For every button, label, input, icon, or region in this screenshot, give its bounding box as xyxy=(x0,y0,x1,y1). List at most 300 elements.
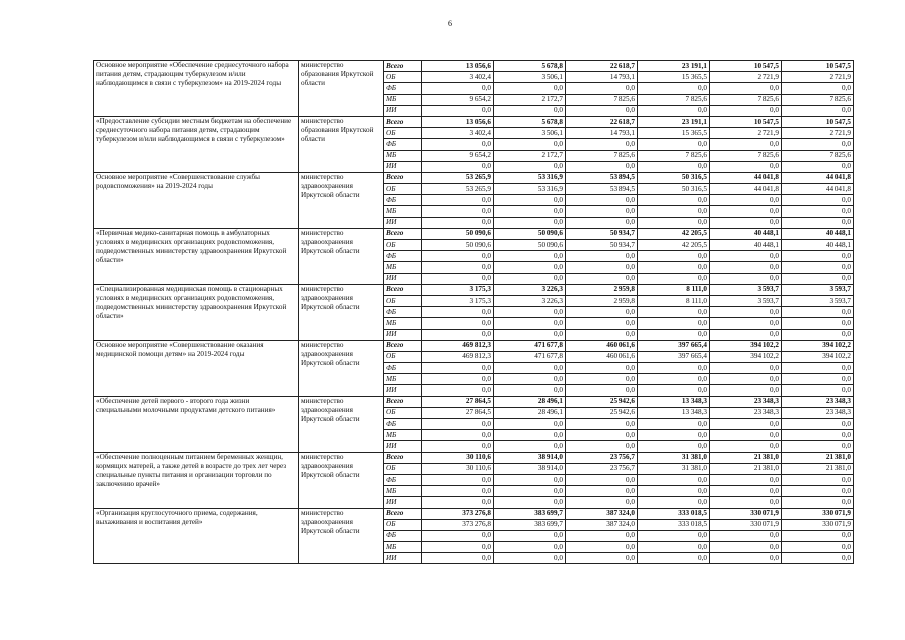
funding-source: Всего xyxy=(384,172,422,183)
amount-cell: 0,0 xyxy=(638,486,710,497)
amount-cell: 0,0 xyxy=(710,363,782,374)
amount-cell: 27 864,5 xyxy=(422,407,494,418)
amount-cell: 7 825,6 xyxy=(782,94,854,105)
funding-source: Всего xyxy=(384,284,422,295)
amount-cell: 0,0 xyxy=(710,273,782,284)
amount-cell: 0,0 xyxy=(566,161,638,172)
amount-cell: 42 205,5 xyxy=(638,240,710,251)
amount-cell: 0,0 xyxy=(494,251,566,262)
amount-cell: 0,0 xyxy=(782,195,854,206)
amount-cell: 0,0 xyxy=(494,374,566,385)
amount-cell: 50 090,6 xyxy=(422,240,494,251)
amount-cell: 13 056,6 xyxy=(422,61,494,72)
measure-name: «Предоставление субсидии местным бюджетам на обеспечение среднесуточного набора питания детям, страдающим туберкулезом и/или наблюдающимся в связи с туберкулезом» xyxy=(94,116,299,172)
responsible-org: министерство здравоохранения Иркутской области xyxy=(299,452,384,508)
amount-cell: 0,0 xyxy=(422,542,494,553)
amount-cell: 0,0 xyxy=(566,273,638,284)
amount-cell: 0,0 xyxy=(638,419,710,430)
funding-source: ФБ xyxy=(384,139,422,150)
funding-source: Всего xyxy=(384,452,422,463)
amount-cell: 2 721,9 xyxy=(782,128,854,139)
amount-cell: 0,0 xyxy=(638,217,710,228)
amount-cell: 0,0 xyxy=(782,161,854,172)
budget-table xyxy=(93,60,854,564)
amount-cell: 0,0 xyxy=(782,474,854,485)
amount-cell: 25 942,6 xyxy=(566,396,638,407)
table-row xyxy=(94,508,854,519)
funding-source: ОБ xyxy=(384,184,422,195)
amount-cell: 23 191,1 xyxy=(638,116,710,127)
amount-cell: 0,0 xyxy=(494,363,566,374)
amount-cell: 0,0 xyxy=(494,430,566,441)
amount-cell: 0,0 xyxy=(422,553,494,564)
table-row xyxy=(94,172,854,183)
funding-source: ОБ xyxy=(384,128,422,139)
responsible-org: министерство здравоохранения Иркутской области xyxy=(299,172,384,228)
amount-cell: 23 348,3 xyxy=(710,396,782,407)
amount-cell: 0,0 xyxy=(782,307,854,318)
amount-cell: 0,0 xyxy=(494,318,566,329)
amount-cell: 53 265,9 xyxy=(422,172,494,183)
funding-source: Всего xyxy=(384,116,422,127)
amount-cell: 23 348,3 xyxy=(710,407,782,418)
amount-cell: 0,0 xyxy=(710,497,782,508)
funding-source: МБ xyxy=(384,94,422,105)
amount-cell: 53 894,5 xyxy=(566,172,638,183)
amount-cell: 0,0 xyxy=(422,307,494,318)
amount-cell: 0,0 xyxy=(638,273,710,284)
funding-source: МБ xyxy=(384,430,422,441)
amount-cell: 0,0 xyxy=(710,542,782,553)
funding-source: ИИ xyxy=(384,161,422,172)
amount-cell: 0,0 xyxy=(710,530,782,541)
amount-cell: 0,0 xyxy=(638,329,710,340)
amount-cell: 21 381,0 xyxy=(710,452,782,463)
funding-source: МБ xyxy=(384,486,422,497)
amount-cell: 397 665,4 xyxy=(638,340,710,351)
funding-source: МБ xyxy=(384,150,422,161)
amount-cell: 387 324,0 xyxy=(566,508,638,519)
amount-cell: 0,0 xyxy=(710,441,782,452)
amount-cell: 50 090,6 xyxy=(494,228,566,239)
amount-cell: 3 593,7 xyxy=(782,284,854,295)
measure-name: «Специализированная медицинская помощь в стационарных условиях в медицинских организациях родовспоможения, подведомственных министерству здравоохранения Иркутской области» xyxy=(94,284,299,340)
amount-cell: 0,0 xyxy=(710,374,782,385)
table-row xyxy=(94,452,854,463)
funding-source: ИИ xyxy=(384,329,422,340)
amount-cell: 28 496,1 xyxy=(494,396,566,407)
amount-cell: 0,0 xyxy=(710,329,782,340)
funding-source: ИИ xyxy=(384,105,422,116)
amount-cell: 0,0 xyxy=(422,385,494,396)
funding-source: ФБ xyxy=(384,419,422,430)
amount-cell: 397 665,4 xyxy=(638,351,710,362)
amount-cell: 0,0 xyxy=(494,474,566,485)
amount-cell: 28 496,1 xyxy=(494,407,566,418)
amount-cell: 0,0 xyxy=(494,530,566,541)
amount-cell: 0,0 xyxy=(782,251,854,262)
amount-cell: 0,0 xyxy=(422,83,494,94)
amount-cell: 27 864,5 xyxy=(422,396,494,407)
amount-cell: 0,0 xyxy=(422,441,494,452)
funding-source: Всего xyxy=(384,61,422,72)
amount-cell: 0,0 xyxy=(494,105,566,116)
responsible-org: министерство здравоохранения Иркутской области xyxy=(299,508,384,564)
amount-cell: 8 111,0 xyxy=(638,284,710,295)
amount-cell: 0,0 xyxy=(782,363,854,374)
amount-cell: 333 018,5 xyxy=(638,508,710,519)
amount-cell: 3 226,3 xyxy=(494,295,566,306)
amount-cell: 330 071,9 xyxy=(710,508,782,519)
amount-cell: 15 365,5 xyxy=(638,128,710,139)
amount-cell: 0,0 xyxy=(494,441,566,452)
amount-cell: 0,0 xyxy=(782,105,854,116)
amount-cell: 0,0 xyxy=(710,474,782,485)
amount-cell: 0,0 xyxy=(638,83,710,94)
amount-cell: 3 402,4 xyxy=(422,72,494,83)
amount-cell: 0,0 xyxy=(566,486,638,497)
funding-source: ИИ xyxy=(384,441,422,452)
amount-cell: 7 825,6 xyxy=(710,94,782,105)
amount-cell: 0,0 xyxy=(494,419,566,430)
amount-cell: 5 678,8 xyxy=(494,116,566,127)
amount-cell: 50 090,6 xyxy=(422,228,494,239)
amount-cell: 333 018,5 xyxy=(638,519,710,530)
amount-cell: 0,0 xyxy=(494,553,566,564)
amount-cell: 0,0 xyxy=(638,161,710,172)
amount-cell: 21 381,0 xyxy=(782,463,854,474)
measure-name: Основное мероприятие «Совершенствование оказания медицинской помощи детям» на 2019-2024 годы xyxy=(94,340,299,396)
amount-cell: 0,0 xyxy=(638,542,710,553)
amount-cell: 2 172,7 xyxy=(494,150,566,161)
amount-cell: 0,0 xyxy=(638,262,710,273)
amount-cell: 0,0 xyxy=(422,430,494,441)
funding-source: ФБ xyxy=(384,307,422,318)
amount-cell: 0,0 xyxy=(710,139,782,150)
amount-cell: 53 265,9 xyxy=(422,184,494,195)
amount-cell: 373 276,8 xyxy=(422,519,494,530)
funding-source: ОБ xyxy=(384,519,422,530)
funding-source: Всего xyxy=(384,396,422,407)
amount-cell: 21 381,0 xyxy=(710,463,782,474)
amount-cell: 9 654,2 xyxy=(422,150,494,161)
measure-name: «Организация круглосуточного приема, содержания, выхаживания и воспитания детей» xyxy=(94,508,299,564)
amount-cell: 0,0 xyxy=(710,105,782,116)
amount-cell: 0,0 xyxy=(422,195,494,206)
amount-cell: 0,0 xyxy=(782,139,854,150)
amount-cell: 3 593,7 xyxy=(782,295,854,306)
amount-cell: 0,0 xyxy=(566,419,638,430)
amount-cell: 0,0 xyxy=(782,497,854,508)
funding-source: ФБ xyxy=(384,195,422,206)
amount-cell: 2 172,7 xyxy=(494,94,566,105)
amount-cell: 23 756,7 xyxy=(566,452,638,463)
amount-cell: 13 348,3 xyxy=(638,407,710,418)
amount-cell: 0,0 xyxy=(422,374,494,385)
amount-cell: 0,0 xyxy=(422,419,494,430)
amount-cell: 0,0 xyxy=(638,206,710,217)
amount-cell: 0,0 xyxy=(782,441,854,452)
amount-cell: 0,0 xyxy=(494,195,566,206)
amount-cell: 21 381,0 xyxy=(782,452,854,463)
amount-cell: 0,0 xyxy=(422,318,494,329)
amount-cell: 0,0 xyxy=(782,206,854,217)
amount-cell: 0,0 xyxy=(422,530,494,541)
amount-cell: 3 402,4 xyxy=(422,128,494,139)
responsible-org: министерство образования Иркутской области xyxy=(299,116,384,172)
amount-cell: 38 914,0 xyxy=(494,463,566,474)
amount-cell: 0,0 xyxy=(422,262,494,273)
amount-cell: 0,0 xyxy=(566,318,638,329)
amount-cell: 30 110,6 xyxy=(422,463,494,474)
amount-cell: 2 959,8 xyxy=(566,284,638,295)
amount-cell: 0,0 xyxy=(710,486,782,497)
amount-cell: 50 316,5 xyxy=(638,184,710,195)
amount-cell: 23 756,7 xyxy=(566,463,638,474)
amount-cell: 0,0 xyxy=(638,105,710,116)
amount-cell: 0,0 xyxy=(710,251,782,262)
table-row xyxy=(94,396,854,407)
amount-cell: 0,0 xyxy=(422,486,494,497)
amount-cell: 394 102,2 xyxy=(710,351,782,362)
amount-cell: 0,0 xyxy=(638,363,710,374)
responsible-org: министерство здравоохранения Иркутской области xyxy=(299,284,384,340)
amount-cell: 460 061,6 xyxy=(566,340,638,351)
funding-source: МБ xyxy=(384,262,422,273)
responsible-org: министерство образования Иркутской области xyxy=(299,61,384,117)
amount-cell: 0,0 xyxy=(566,363,638,374)
amount-cell: 0,0 xyxy=(566,251,638,262)
amount-cell: 31 381,0 xyxy=(638,452,710,463)
amount-cell: 0,0 xyxy=(782,530,854,541)
table-row xyxy=(94,61,854,72)
amount-cell: 0,0 xyxy=(422,161,494,172)
funding-source: ИИ xyxy=(384,217,422,228)
measure-name: «Обеспечение полноценным питанием беременных женщин, кормящих матерей, а также детей в возрасте до трех лет через специальные пункты питания и организации торговли по заключению врачей» xyxy=(94,452,299,508)
amount-cell: 0,0 xyxy=(422,217,494,228)
measure-name: Основное мероприятие «Совершенствование службы родовспоможения» на 2019-2024 годы xyxy=(94,172,299,228)
amount-cell: 50 934,7 xyxy=(566,240,638,251)
funding-source: МБ xyxy=(384,318,422,329)
amount-cell: 330 071,9 xyxy=(710,519,782,530)
amount-cell: 0,0 xyxy=(782,553,854,564)
amount-cell: 44 041,8 xyxy=(710,172,782,183)
amount-cell: 3 175,3 xyxy=(422,284,494,295)
responsible-org: министерство здравоохранения Иркутской области xyxy=(299,228,384,284)
amount-cell: 0,0 xyxy=(494,217,566,228)
amount-cell: 469 812,3 xyxy=(422,340,494,351)
amount-cell: 0,0 xyxy=(566,206,638,217)
amount-cell: 14 793,1 xyxy=(566,72,638,83)
amount-cell: 7 825,6 xyxy=(638,94,710,105)
measure-name: «Обеспечение детей первого - второго года жизни специальными молочными продуктами детского питания» xyxy=(94,396,299,452)
amount-cell: 0,0 xyxy=(566,139,638,150)
amount-cell: 13 348,3 xyxy=(638,396,710,407)
amount-cell: 3 506,1 xyxy=(494,128,566,139)
amount-cell: 469 812,3 xyxy=(422,351,494,362)
amount-cell: 3 593,7 xyxy=(710,295,782,306)
amount-cell: 330 071,9 xyxy=(782,508,854,519)
amount-cell: 3 226,3 xyxy=(494,284,566,295)
amount-cell: 7 825,6 xyxy=(566,150,638,161)
amount-cell: 0,0 xyxy=(638,307,710,318)
amount-cell: 7 825,6 xyxy=(638,150,710,161)
amount-cell: 8 111,0 xyxy=(638,295,710,306)
amount-cell: 0,0 xyxy=(566,553,638,564)
amount-cell: 38 914,0 xyxy=(494,452,566,463)
amount-cell: 0,0 xyxy=(710,419,782,430)
amount-cell: 50 316,5 xyxy=(638,172,710,183)
amount-cell: 0,0 xyxy=(782,430,854,441)
amount-cell: 373 276,8 xyxy=(422,508,494,519)
amount-cell: 0,0 xyxy=(566,542,638,553)
amount-cell: 44 041,8 xyxy=(782,184,854,195)
amount-cell: 0,0 xyxy=(638,318,710,329)
amount-cell: 44 041,8 xyxy=(710,184,782,195)
amount-cell: 0,0 xyxy=(710,206,782,217)
amount-cell: 0,0 xyxy=(494,486,566,497)
funding-source: ИИ xyxy=(384,497,422,508)
amount-cell: 0,0 xyxy=(782,273,854,284)
funding-source: МБ xyxy=(384,542,422,553)
amount-cell: 5 678,8 xyxy=(494,61,566,72)
amount-cell: 10 547,5 xyxy=(782,61,854,72)
amount-cell: 0,0 xyxy=(782,318,854,329)
amount-cell: 0,0 xyxy=(566,217,638,228)
funding-source: ФБ xyxy=(384,363,422,374)
amount-cell: 2 721,9 xyxy=(710,72,782,83)
amount-cell: 40 448,1 xyxy=(710,240,782,251)
amount-cell: 0,0 xyxy=(782,217,854,228)
amount-cell: 0,0 xyxy=(782,542,854,553)
amount-cell: 10 547,5 xyxy=(782,116,854,127)
funding-source: ОБ xyxy=(384,72,422,83)
amount-cell: 0,0 xyxy=(422,474,494,485)
amount-cell: 0,0 xyxy=(566,83,638,94)
amount-cell: 394 102,2 xyxy=(782,340,854,351)
amount-cell: 42 205,5 xyxy=(638,228,710,239)
amount-cell: 15 365,5 xyxy=(638,72,710,83)
funding-source: ИИ xyxy=(384,273,422,284)
amount-cell: 7 825,6 xyxy=(782,150,854,161)
amount-cell: 0,0 xyxy=(566,474,638,485)
amount-cell: 0,0 xyxy=(638,474,710,485)
amount-cell: 3 593,7 xyxy=(710,284,782,295)
amount-cell: 40 448,1 xyxy=(782,240,854,251)
amount-cell: 40 448,1 xyxy=(710,228,782,239)
amount-cell: 30 110,6 xyxy=(422,452,494,463)
amount-cell: 0,0 xyxy=(638,139,710,150)
measure-name: «Первичная медико-санитарная помощь в амбулаторных условиях в медицинских организациях родовспоможения, подведомственных министерству здравоохранения Иркутской области» xyxy=(94,228,299,284)
amount-cell: 394 102,2 xyxy=(782,351,854,362)
amount-cell: 0,0 xyxy=(710,161,782,172)
funding-source: Всего xyxy=(384,340,422,351)
amount-cell: 0,0 xyxy=(638,374,710,385)
amount-cell: 2 959,8 xyxy=(566,295,638,306)
amount-cell: 25 942,6 xyxy=(566,407,638,418)
amount-cell: 53 894,5 xyxy=(566,184,638,195)
funding-source: ИИ xyxy=(384,385,422,396)
amount-cell: 0,0 xyxy=(494,83,566,94)
table-row xyxy=(94,284,854,295)
funding-source: ИИ xyxy=(384,553,422,564)
amount-cell: 394 102,2 xyxy=(710,340,782,351)
amount-cell: 0,0 xyxy=(494,273,566,284)
amount-cell: 0,0 xyxy=(422,105,494,116)
table-row xyxy=(94,228,854,239)
amount-cell: 0,0 xyxy=(782,385,854,396)
amount-cell: 0,0 xyxy=(566,105,638,116)
table-row xyxy=(94,116,854,127)
amount-cell: 0,0 xyxy=(710,83,782,94)
amount-cell: 0,0 xyxy=(422,273,494,284)
funding-source: ОБ xyxy=(384,407,422,418)
funding-source: МБ xyxy=(384,374,422,385)
amount-cell: 383 699,7 xyxy=(494,508,566,519)
page-number: 6 xyxy=(448,19,452,28)
amount-cell: 0,0 xyxy=(566,262,638,273)
amount-cell: 0,0 xyxy=(566,374,638,385)
amount-cell: 0,0 xyxy=(494,542,566,553)
amount-cell: 0,0 xyxy=(638,553,710,564)
amount-cell: 50 934,7 xyxy=(566,228,638,239)
funding-source: ОБ xyxy=(384,295,422,306)
amount-cell: 0,0 xyxy=(638,385,710,396)
measure-name: Основное мероприятие «Обеспечение среднесуточного набора питания детям, страдающим туберкулезом и/или наблюдающимся в связи с туберкулезом» на 2019-2024 годы xyxy=(94,61,299,117)
amount-cell: 7 825,6 xyxy=(566,94,638,105)
amount-cell: 0,0 xyxy=(566,530,638,541)
amount-cell: 330 071,9 xyxy=(782,519,854,530)
amount-cell: 53 316,9 xyxy=(494,184,566,195)
amount-cell: 0,0 xyxy=(422,139,494,150)
amount-cell: 0,0 xyxy=(566,385,638,396)
amount-cell: 0,0 xyxy=(782,486,854,497)
funding-source: ФБ xyxy=(384,83,422,94)
amount-cell: 383 699,7 xyxy=(494,519,566,530)
amount-cell: 0,0 xyxy=(710,385,782,396)
amount-cell: 53 316,9 xyxy=(494,172,566,183)
amount-cell: 0,0 xyxy=(782,329,854,340)
amount-cell: 0,0 xyxy=(710,307,782,318)
amount-cell: 0,0 xyxy=(494,497,566,508)
amount-cell: 0,0 xyxy=(566,430,638,441)
amount-cell: 0,0 xyxy=(638,251,710,262)
amount-cell: 0,0 xyxy=(422,497,494,508)
amount-cell: 0,0 xyxy=(710,195,782,206)
amount-cell: 2 721,9 xyxy=(782,72,854,83)
amount-cell: 0,0 xyxy=(566,329,638,340)
amount-cell: 10 547,5 xyxy=(710,61,782,72)
amount-cell: 387 324,0 xyxy=(566,519,638,530)
amount-cell: 471 677,8 xyxy=(494,351,566,362)
amount-cell: 0,0 xyxy=(638,195,710,206)
funding-source: МБ xyxy=(384,206,422,217)
amount-cell: 0,0 xyxy=(494,206,566,217)
responsible-org: министерство здравоохранения Иркутской области xyxy=(299,396,384,452)
amount-cell: 0,0 xyxy=(782,374,854,385)
amount-cell: 50 090,6 xyxy=(494,240,566,251)
amount-cell: 7 825,6 xyxy=(710,150,782,161)
amount-cell: 0,0 xyxy=(638,441,710,452)
amount-cell: 0,0 xyxy=(494,161,566,172)
amount-cell: 0,0 xyxy=(782,419,854,430)
amount-cell: 3 506,1 xyxy=(494,72,566,83)
amount-cell: 0,0 xyxy=(710,318,782,329)
responsible-org: министерство здравоохранения Иркутской области xyxy=(299,340,384,396)
amount-cell: 0,0 xyxy=(494,307,566,318)
amount-cell: 22 618,7 xyxy=(566,61,638,72)
amount-cell: 0,0 xyxy=(494,329,566,340)
